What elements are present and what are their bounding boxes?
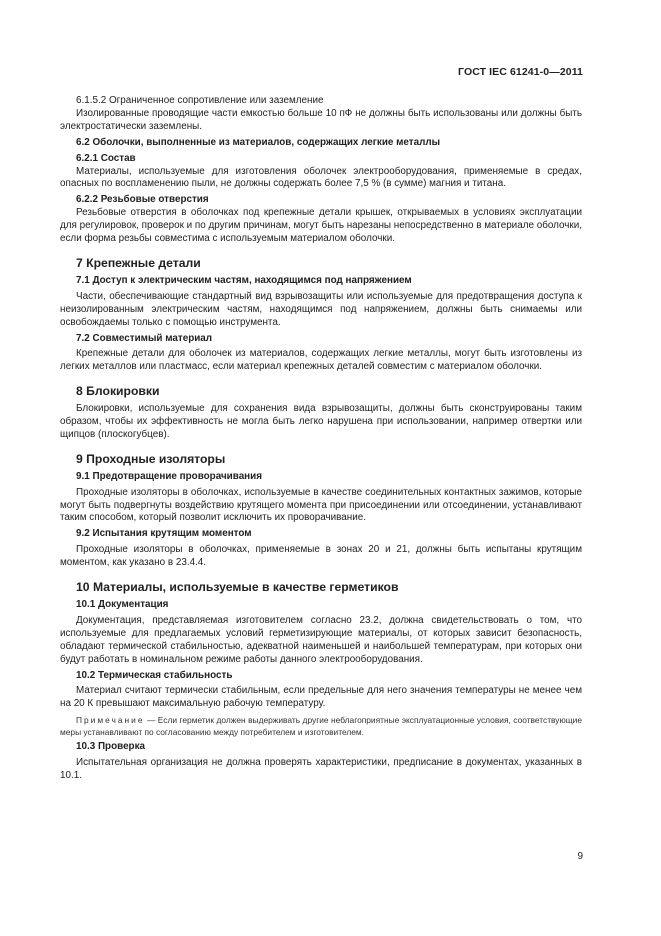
section-10-3-heading: 10.3 Проверка: [76, 741, 146, 753]
section-7-1-heading: 7.1 Доступ к электрическим частям, находящимся под напряжением: [76, 274, 412, 286]
paragraph: Материалы, используемые для изготовления оболочек электрооборудования, применяемые в средах, опасных по воспламенению пыли, не должны содержать более 7,5 % (в сумме) магния и титана.: [60, 165, 582, 190]
paragraph: Крепежные детали для оболочек из материалов, содержащих легкие металлы, могут быть изготовлены из легких металлов или пластмасс, если материал крепежных деталей совместим с материалом оболочки.: [60, 348, 582, 373]
section-8-heading: 8 Блокировки: [76, 384, 160, 399]
section-9-heading: 9 Проходные изоляторы: [76, 451, 226, 466]
paragraph: Изолированные проводящие части емкостью больше 10 пФ не должны быть использованы или должны быть электростатически заземлены.: [60, 107, 582, 132]
paragraph: Проходные изоляторы в оболочках, применяемые в зонах 20 и 21, должны быть испытаны крутящим моментом, как указано в 23.4.4.: [60, 544, 582, 569]
section-6-2-2-heading: 6.2.2 Резьбовые отверстия: [76, 194, 209, 206]
section-7-2-heading: 7.2 Совместимый материал: [76, 332, 213, 344]
paragraph: Резьбовые отверстия в оболочках под крепежные детали крышек, открываемых в условиях эксплуатации для регулировок, проверок и по другим причинам, могут быть нарезаны непосредственно в материале оболочки, если форма резьбы совместима с используемым материалом оболочки.: [60, 207, 582, 245]
paragraph: Проходные изоляторы в оболочках, используемые в качестве соединительных контактных зажимов, которые могут быть подвергнуты воздействию крутящего момента при присоединении или отсоединении, устанавливают таким способом, который позволит исключить их проворачивание.: [60, 486, 582, 524]
paragraph: Материал считают термически стабильным, если предельные для него значения температуры не менее чем на 20 К превышают максимальную рабочую температуру.: [60, 685, 582, 710]
document-body: [60, 95, 582, 783]
section-9-1-heading: 9.1 Предотвращение проворачивания: [76, 470, 262, 482]
paragraph: Блокировки, используемые для сохранения вида взрывозащиты, должны быть сконструированы таким образом, чтобы их эффективность не могла быть легко нарушена при использовании, например отвертки или щипцов (плоскогубцев).: [60, 403, 582, 440]
note-label: Примечание: [76, 715, 145, 726]
section-10-1-heading: 10.1 Документация: [76, 599, 169, 610]
section-7-heading: 7 Крепежные детали: [76, 255, 201, 270]
paragraph: Части, обеспечивающие стандартный вид взрывозащиты или используемые для предотвращения доступа к неизолированным электрическим частям, находящимся под напряжением, должны быть снимаемы или освобождаемы только с помощью инструмента.: [60, 290, 582, 328]
clause-6-1-5-2-heading: 6.1.5.2 Ограниченное сопротивление или заземление: [76, 95, 324, 106]
note: [60, 714, 582, 738]
section-6-2-heading: 6.2 Оболочки, выполненные из материалов, содержащих легкие металлы: [76, 136, 441, 148]
page-number: 9: [577, 851, 583, 862]
section-10-2-heading: 10.2 Термическая стабильность: [76, 669, 233, 681]
section-10-heading: 10 Материалы, используемые в качестве герметиков: [76, 580, 399, 595]
section-6-2-1-heading: 6.2.1 Состав: [76, 152, 136, 164]
note-text: — Если герметик должен выдерживать другие неблагоприятные эксплуатационные условия, соответствующие меры устанавливают по согласованию между потребителем и изготовителем.: [60, 715, 582, 738]
paragraph: Испытательная организация не должна проверять характеристики, предписание в документах, указанных в 10.1.: [60, 757, 582, 782]
section-9-2-heading: 9.2 Испытания крутящим моментом: [76, 528, 252, 540]
document-header: ГОСТ IEC 61241-0—2011: [458, 66, 583, 78]
paragraph: Документация, представляемая изготовителем согласно 23.2, должна свидетельствовать о том, что используемые для предлагаемых условий герметизирующие материалы, от которых зависит безопасность, обладают термической стабильностью, адекватной наименьшей и наибольшей температурам, при которых они будут работать в номинальном режиме работы данного электрооборудования.: [60, 614, 582, 665]
